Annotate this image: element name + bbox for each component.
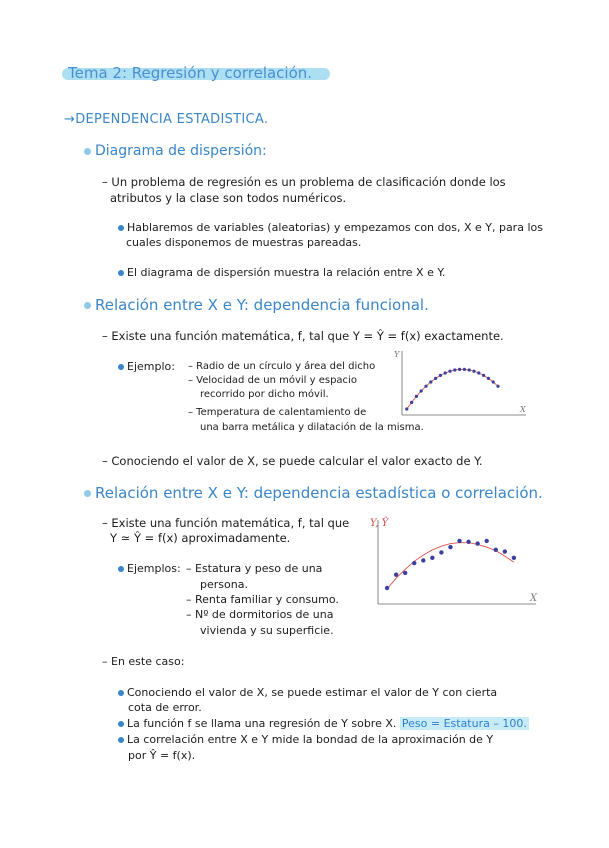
diagrama-line2: atributos y la clase son todos numéricos. bbox=[110, 191, 347, 205]
bullet-icon bbox=[84, 148, 91, 155]
data-point bbox=[405, 407, 408, 410]
bullet-icon bbox=[84, 302, 91, 309]
data-point bbox=[385, 586, 389, 590]
heading-funcional: Relación entre X e Y: dependencia funcional. bbox=[84, 296, 429, 314]
data-point bbox=[492, 380, 495, 383]
data-point bbox=[429, 380, 432, 383]
bullet-icon bbox=[118, 364, 124, 370]
data-point bbox=[496, 385, 499, 388]
data-point bbox=[466, 540, 470, 544]
data-point bbox=[477, 371, 480, 374]
data-point bbox=[424, 385, 427, 388]
data-point bbox=[458, 368, 461, 371]
estadistica-b1-line2: cota de error. bbox=[128, 701, 202, 714]
x-axis-label: X bbox=[520, 405, 526, 414]
estadistica-ex3b: vivienda y su superficie. bbox=[200, 624, 334, 637]
estadistica-line2: Y ≃ Ŷ = f(x) aproximadamente. bbox=[110, 531, 291, 545]
funcional-ex2a: – Velocidad de un móvil y espacio bbox=[188, 375, 357, 386]
data-point bbox=[457, 539, 461, 543]
funcional-ex3a: – Temperatura de calentamiento de bbox=[188, 407, 367, 418]
data-point bbox=[403, 571, 407, 575]
estadistica-b2: La función f se llama una regresión de Y sobre X. Peso = Estatura – 100. bbox=[118, 717, 529, 731]
data-point bbox=[420, 389, 423, 392]
data-point bbox=[487, 377, 490, 380]
data-point bbox=[512, 556, 516, 560]
data-point bbox=[482, 374, 485, 377]
data-point bbox=[434, 377, 437, 380]
data-point bbox=[444, 371, 447, 374]
estadistica-ex1b: persona. bbox=[200, 578, 248, 591]
data-point bbox=[453, 368, 456, 371]
data-point bbox=[448, 370, 451, 373]
bullet-icon bbox=[118, 270, 124, 276]
heading-diagrama: Diagrama de dispersión: bbox=[84, 143, 267, 159]
data-point bbox=[494, 548, 498, 552]
functional-scatter-chart bbox=[392, 345, 528, 425]
y-axis-label: Y bbox=[394, 350, 400, 359]
data-point bbox=[410, 401, 413, 404]
data-point bbox=[448, 545, 452, 549]
data-point bbox=[439, 374, 442, 377]
data-point bbox=[463, 368, 466, 371]
data-point bbox=[415, 395, 418, 398]
diagrama-line1: – Un problema de regresión es un problema de clasificación donde los bbox=[102, 175, 506, 189]
bullet-icon bbox=[118, 225, 124, 231]
funcional-ex2b: recorrido por dicho móvil. bbox=[200, 389, 329, 400]
data-point bbox=[430, 556, 434, 560]
section-dependencia: →DEPENDENCIA ESTADISTICA. bbox=[64, 112, 269, 127]
diagrama-bullet1-line2: cuales disponemos de muestras pareadas. bbox=[126, 236, 362, 249]
estadistica-line1: – Existe una función matemática, f, tal que bbox=[102, 516, 350, 530]
bullet-icon bbox=[118, 566, 124, 572]
data-point bbox=[468, 368, 471, 371]
y-axis-label: Y, Ŷ bbox=[370, 518, 389, 529]
funcional-ejemplo-label: Ejemplo: bbox=[118, 360, 175, 374]
data-point bbox=[439, 550, 443, 554]
funcional-line1: – Existe una función matemática, f, tal que Y = Ŷ = f(x) exactamente. bbox=[102, 329, 504, 343]
data-point bbox=[503, 549, 507, 553]
data-point bbox=[475, 541, 479, 545]
bullet-icon bbox=[84, 490, 91, 497]
estadistica-ex2: – Renta familiar y consumo. bbox=[186, 593, 339, 606]
diagrama-bullet1-line1: Hablaremos de variables (aleatorias) y empezamos con dos, X e Y, para los bbox=[118, 221, 543, 235]
estadistica-ex1a: – Estatura y peso de una bbox=[186, 562, 323, 575]
bullet-icon bbox=[118, 721, 124, 727]
statistical-scatter-chart bbox=[364, 514, 540, 618]
diagrama-bullet2: El diagrama de dispersión muestra la relación entre X e Y. bbox=[118, 266, 445, 280]
bullet-icon bbox=[118, 737, 124, 743]
page-title: Tema 2: Regresión y correlación. bbox=[68, 64, 313, 82]
estadistica-b3-line2: por Ŷ = f(x). bbox=[128, 749, 196, 762]
formula-highlight: Peso = Estatura – 100. bbox=[401, 717, 527, 730]
estadistica-b1-line1: Conociendo el valor de X, se puede estimar el valor de Y con cierta bbox=[118, 686, 497, 700]
estadistica-ex3a: – Nº de dormitorios de una bbox=[186, 608, 334, 621]
data-point bbox=[472, 370, 475, 373]
data-point bbox=[485, 539, 489, 543]
bullet-icon bbox=[118, 690, 124, 696]
estadistica-caso: – En este caso: bbox=[102, 655, 185, 668]
funcional-ex3b: una barra metálica y dilatación de la misma. bbox=[200, 422, 424, 433]
estadistica-b3-line1: La correlación entre X e Y mide la bondad de la aproximación de Y bbox=[118, 733, 493, 747]
funcional-conclusion: – Conociendo el valor de X, se puede calcular el valor exacto de Y. bbox=[102, 454, 483, 468]
x-axis-label: X bbox=[530, 593, 538, 604]
data-point bbox=[421, 558, 425, 562]
estadistica-ejemplos-label: Ejemplos: bbox=[118, 562, 181, 576]
heading-estadistica: Relación entre X e Y: dependencia estadística o correlación. bbox=[84, 484, 543, 502]
data-point bbox=[394, 572, 398, 576]
funcional-ex1: – Radio de un círculo y área del dicho bbox=[188, 361, 376, 372]
data-point bbox=[412, 561, 416, 565]
